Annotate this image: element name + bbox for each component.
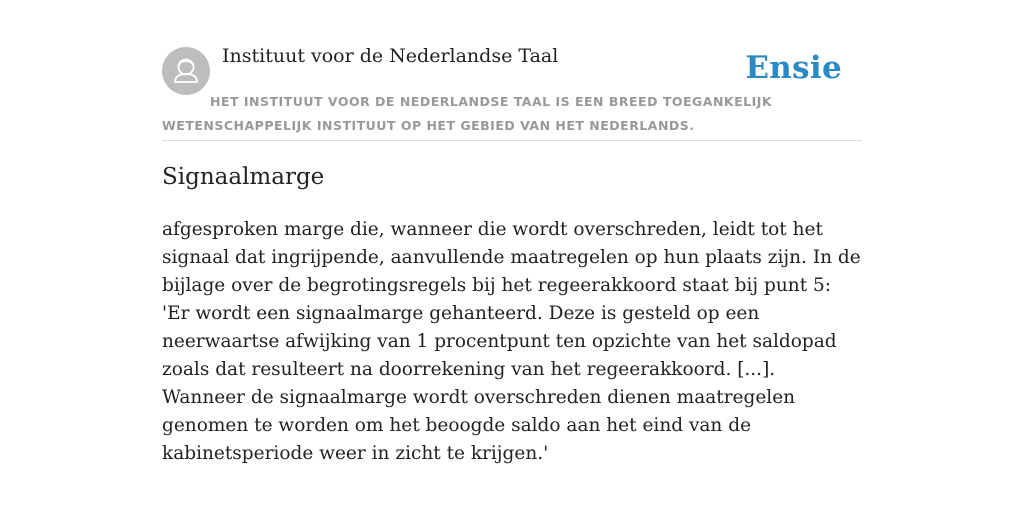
brand-logo[interactable]: Ensie [745,50,842,86]
article-title: Signaalmarge [162,164,325,190]
author-name[interactable]: Instituut voor de Nederlandse Taal [222,45,559,67]
header [162,0,862,141]
author-avatar[interactable] [162,47,210,95]
article-body: afgesproken marge die, wanneer die wordt overschreden, leidt tot het signaal dat ingrijpende, aanvullende maatregelen op hun plaats zijn. In de bijlage over de begrotingsregels bij het regeerakkoord staat bij punt 5: 'Er wordt een signaalmarge gehanteerd. Deze is gesteld op een neerwaartse afwijking van 1 procentpunt ten opzichte van het saldopad zoals dat resulteert na doorrekening van het regeerakkoord. [...]. Wanneer de signaalmarge wordt overschreden dienen maatregelen genomen te worden om het beoogde saldo aan het eind van de kabinetsperiode weer in zicht te krijgen.' [162,219,861,464]
author-description: HET INSTITUUT VOOR DE NEDERLANDSE TAAL IS EEN BREED TOEGANKELIJK WETENSCHAPPELIJK INSTITUUT OP HET GEBIED VAN HET NEDERLANDS. [162,94,773,133]
content-container [162,0,862,464]
user-icon [162,47,210,95]
